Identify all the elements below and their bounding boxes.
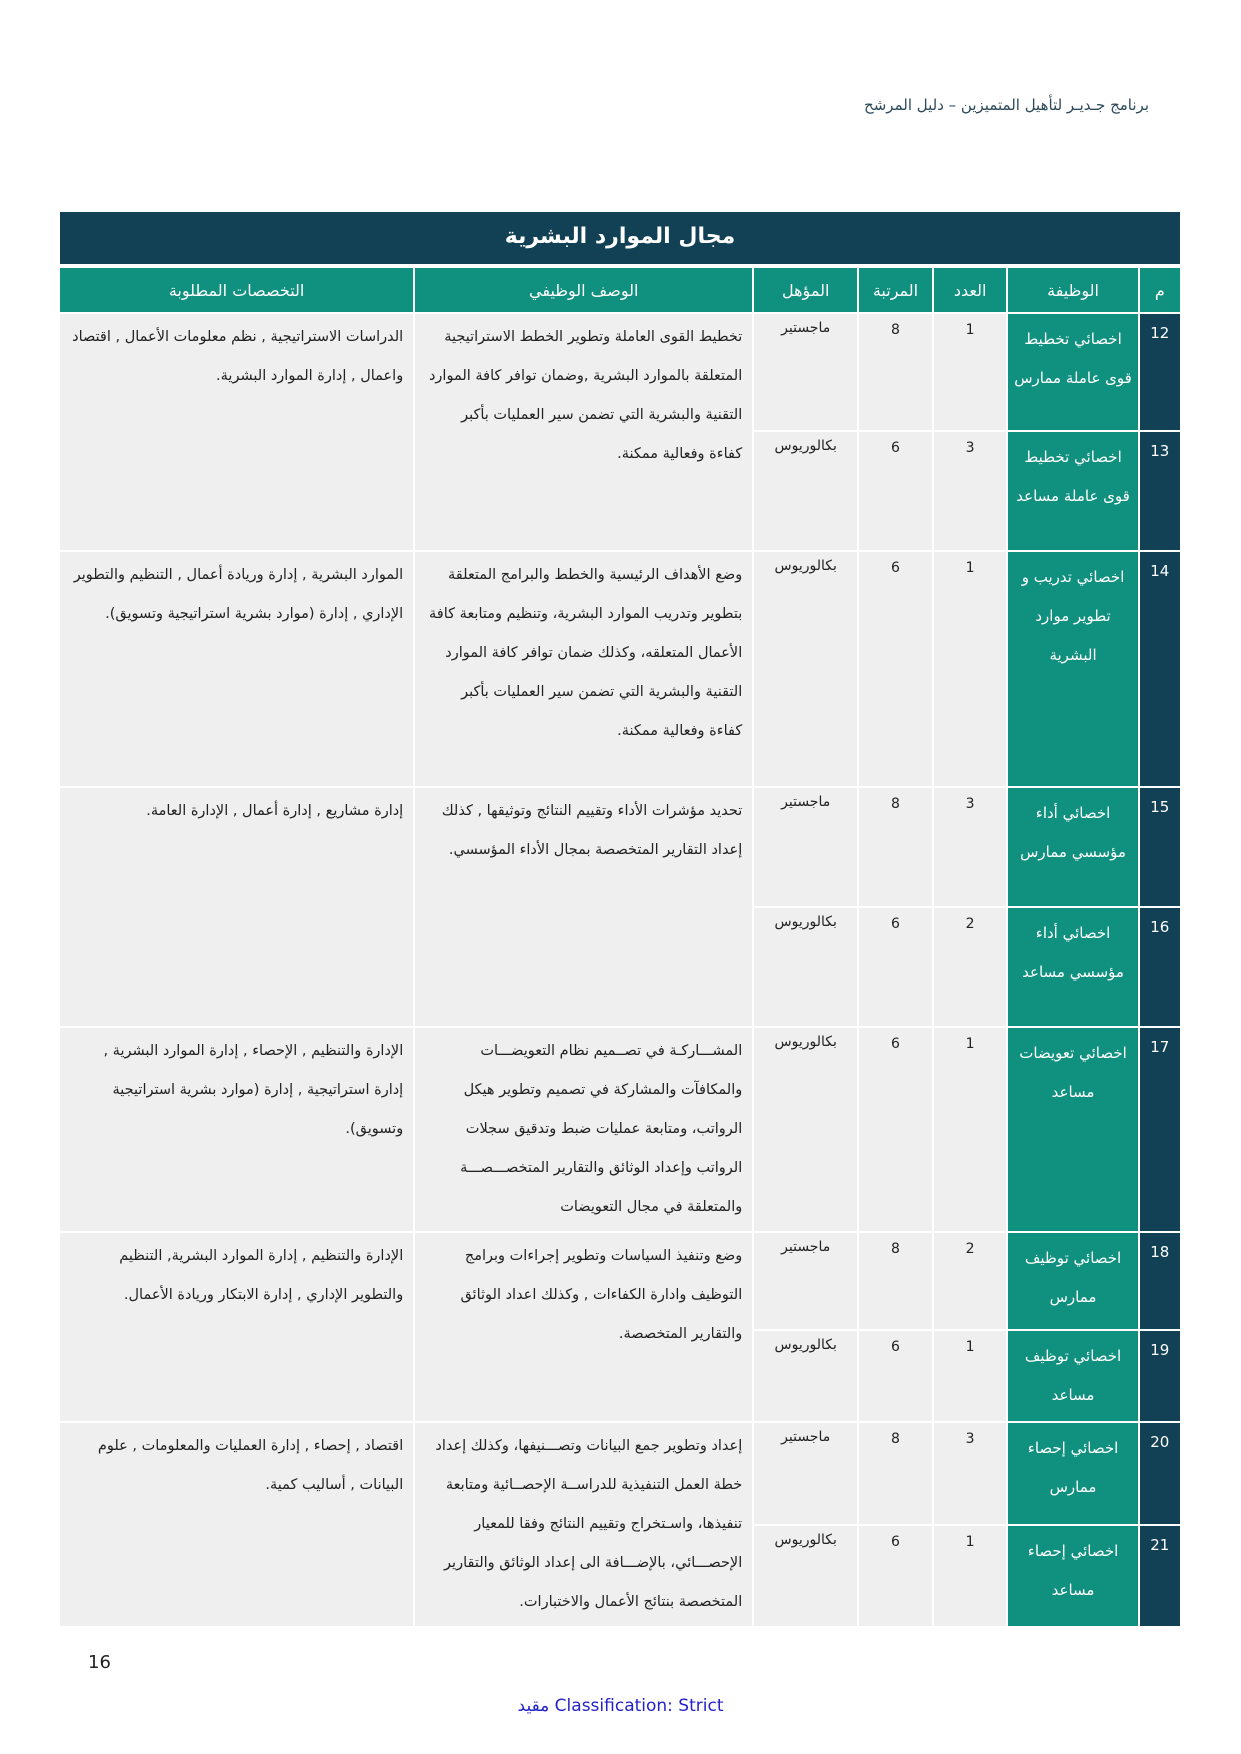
header-qual: المؤهل	[753, 267, 858, 313]
table-row	[59, 1027, 1181, 1232]
row-description: وضع وتنفيذ السياسات وتطوير إجراءات وبرامج التوظيف وادارة الكفاءات , وكذلك اعداد الوثائق والتقارير المتخصصة.	[414, 1232, 753, 1422]
header-rank: المرتبة	[858, 267, 933, 313]
row-qual: بكالوريوس	[753, 1027, 858, 1232]
row-qual: بكالوريوس	[753, 551, 858, 787]
row-count: 1	[933, 551, 1008, 787]
row-count: 1	[933, 1330, 1008, 1422]
row-job: اخصائي تدريب و تطوير موارد البشرية	[1007, 551, 1138, 787]
document-header: برنامج جـديـر لتأهيل المتميزين – دليل المرشح	[864, 96, 1149, 114]
classification-label: مقيد Classification: Strict	[517, 1696, 724, 1716]
table-header-row	[59, 267, 1181, 313]
row-qual: ماجستير	[753, 1422, 858, 1525]
table-row	[59, 551, 1181, 787]
row-num: 13	[1139, 431, 1181, 551]
row-rank: 8	[858, 787, 933, 907]
row-job: اخصائي توظيف ممارس	[1007, 1232, 1138, 1330]
row-description: تخطيط القوى العاملة وتطوير الخطط الاستراتيجية المتعلقة بالموارد البشرية ,وضمان توافر كافة الموارد التقنية والبشرية التي تضمن سير العمليات بأكبر كفاءة وفعالية ممكنة.	[414, 313, 753, 551]
header-job: الوظيفة	[1007, 267, 1138, 313]
row-rank: 6	[858, 1525, 933, 1628]
jobs-table	[58, 266, 1182, 1628]
page-number: 16	[88, 1652, 111, 1673]
row-num: 18	[1139, 1232, 1181, 1330]
row-num: 17	[1139, 1027, 1181, 1232]
row-rank: 6	[858, 1027, 933, 1232]
row-description: تحديد مؤشرات الأداء وتقييم النتائج وتوثيقها , كذلك إعداد التقارير المتخصصة بمجال الأداء المؤسسي.	[414, 787, 753, 1027]
row-num: 15	[1139, 787, 1181, 907]
row-qual: بكالوريوس	[753, 907, 858, 1027]
row-specializations: الإدارة والتنظيم , إدارة الموارد البشرية, التنظيم والتطوير الإداري , إدارة الابتكار وريادة الأعمال.	[59, 1232, 414, 1422]
row-count: 2	[933, 1232, 1008, 1330]
row-description: إعداد وتطوير جمع البيانات وتصـــنيفها، وكذلك إعداد خطة العمل التنفيذية للدراســة الإحصــائية ومتابعة تنفيذها، واسـتخراج وتقييم النتائج وفقا للمعيار الإحصـــائي، بالإضـــافة الى إعداد الوثائق والتقارير المتخصصة بنتائج الأعمال والاختبارات.	[414, 1422, 753, 1627]
row-description: وضع الأهداف الرئيسية والخطط والبرامج المتعلقة بتطوير وتدريب الموارد البشرية، وتنظيم ومتابعة كافة الأعمال المتعلقه، وكذلك ضمان توافر كافة الموارد التقنية والبشرية التي تضمن سير العمليات بأكبر كفاءة وفعالية ممكنة.	[414, 551, 753, 787]
row-job: اخصائي تعويضات مساعد	[1007, 1027, 1138, 1232]
row-job: اخصائي إحصاء ممارس	[1007, 1422, 1138, 1525]
row-rank: 8	[858, 313, 933, 431]
header-num: م	[1139, 267, 1181, 313]
row-num: 12	[1139, 313, 1181, 431]
row-job: اخصائي تخطيط قوى عاملة مساعد	[1007, 431, 1138, 551]
row-qual: بكالوريوس	[753, 431, 858, 551]
row-count: 3	[933, 431, 1008, 551]
row-count: 1	[933, 1027, 1008, 1232]
row-job: اخصائي أداء مؤسسي ممارس	[1007, 787, 1138, 907]
row-job: اخصائي أداء مؤسسي مساعد	[1007, 907, 1138, 1027]
row-rank: 8	[858, 1232, 933, 1330]
row-qual: بكالوريوس	[753, 1525, 858, 1628]
row-qual: بكالوريوس	[753, 1330, 858, 1422]
table-title: مجال الموارد البشرية	[58, 210, 1182, 266]
row-rank: 6	[858, 1330, 933, 1422]
row-count: 2	[933, 907, 1008, 1027]
row-num: 14	[1139, 551, 1181, 787]
row-rank: 6	[858, 907, 933, 1027]
row-count: 3	[933, 787, 1008, 907]
row-num: 21	[1139, 1525, 1181, 1628]
table-row	[59, 1232, 1181, 1330]
row-specializations: الدراسات الاستراتيجية , نظم معلومات الأعمال , اقتصاد واعمال , إدارة الموارد البشرية.	[59, 313, 414, 551]
row-count: 1	[933, 313, 1008, 431]
table-row	[59, 313, 1181, 431]
header-desc: الوصف الوظيفي	[414, 267, 753, 313]
row-count: 3	[933, 1422, 1008, 1525]
row-specializations: إدارة مشاريع , إدارة أعمال , الإدارة العامة.	[59, 787, 414, 1027]
row-job: اخصائي توظيف مساعد	[1007, 1330, 1138, 1422]
table-row	[59, 787, 1181, 907]
header-spec: التخصصات المطلوبة	[59, 267, 414, 313]
header-count: العدد	[933, 267, 1008, 313]
row-specializations: الإدارة والتنظيم , الإحصاء , إدارة الموارد البشرية , إدارة استراتيجية , إدارة (موارد بشرية استراتيجية وتسويق).	[59, 1027, 414, 1232]
jobs-table-container	[58, 210, 1182, 1628]
row-rank: 6	[858, 551, 933, 787]
row-specializations: الموارد البشرية , إدارة وريادة أعمال , التنظيم والتطوير الإداري , إدارة (موارد بشرية استراتيجية وتسويق).	[59, 551, 414, 787]
row-num: 19	[1139, 1330, 1181, 1422]
row-specializations: اقتصاد , إحصاء , إدارة العمليات والمعلومات , علوم البيانات , أساليب كمية.	[59, 1422, 414, 1627]
row-rank: 6	[858, 431, 933, 551]
row-num: 16	[1139, 907, 1181, 1027]
row-job: اخصائي تخطيط قوى عاملة ممارس	[1007, 313, 1138, 431]
row-job: اخصائي إحصاء مساعد	[1007, 1525, 1138, 1628]
row-qual: ماجستير	[753, 1232, 858, 1330]
row-qual: ماجستير	[753, 313, 858, 431]
table-row	[59, 1422, 1181, 1525]
row-rank: 8	[858, 1422, 933, 1525]
row-num: 20	[1139, 1422, 1181, 1525]
row-qual: ماجستير	[753, 787, 858, 907]
row-description: المشـــاركـة في تصــميم نظام التعويضـــات والمكافآت والمشاركة في تصميم وتطوير هيكل الرواتب، ومتابعة عمليات ضبط وتدقيق سجلات الرواتب وإعداد الوثائق والتقارير المتخصـــصـــة والمتعلقة في مجال التعويضات	[414, 1027, 753, 1232]
row-count: 1	[933, 1525, 1008, 1628]
